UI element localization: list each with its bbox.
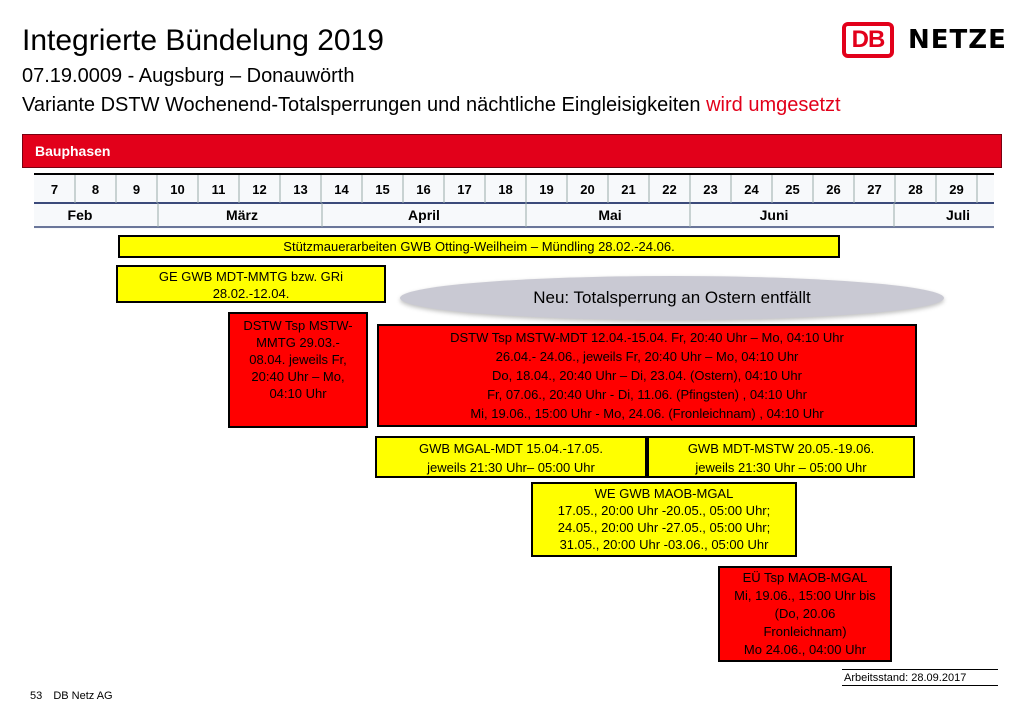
week-label: 23 xyxy=(703,182,718,197)
week-label: 17 xyxy=(457,182,472,197)
box-ge-line1: GE GWB MDT-MMTG bzw. GRi xyxy=(158,269,344,284)
week-label: 18 xyxy=(498,182,513,197)
week-label: 8 xyxy=(91,182,100,197)
variant-line xyxy=(22,93,841,117)
mstw-line2: jeweils 21:30 Uhr – 05:00 Uhr xyxy=(695,460,867,475)
week-label: 14 xyxy=(334,182,349,197)
week-label: 27 xyxy=(867,182,882,197)
arbeitsstand: Arbeitsstand: 28.09.2017 xyxy=(844,672,967,684)
week-label: 20 xyxy=(580,182,595,197)
month-label: Mai xyxy=(598,207,622,223)
status-rule-top xyxy=(842,669,998,670)
logo-netze-text: NETZE xyxy=(908,25,1007,55)
week-label: 25 xyxy=(785,182,800,197)
section-bar-bauphasen: Bauphasen xyxy=(22,134,1002,168)
dstw-main-line: Do, 18.04., 20:40 Uhr – Di, 23.04. (Ostern), 04:10 Uhr xyxy=(492,368,802,383)
week-label: 19 xyxy=(539,182,554,197)
box-gwb-mdt-mstw xyxy=(647,436,915,478)
db-netze-logo xyxy=(842,20,1007,60)
we-line: WE GWB MAOB-MGAL xyxy=(594,486,734,501)
week-label: 21 xyxy=(621,182,636,197)
month-label: Feb xyxy=(67,207,93,223)
month-label: März xyxy=(226,207,258,223)
dstw-left-line: MMTG 29.03.- xyxy=(256,335,340,350)
status-rule-bottom xyxy=(842,685,998,686)
box-ge-gwb xyxy=(116,265,386,303)
week-label: 29 xyxy=(949,182,964,197)
variant-highlight: wird umgesetzt xyxy=(706,94,841,116)
box-stuetzmauer: Stützmauerarbeiten GWB Otting-Weilheim – Mündling 28.02.-24.06. xyxy=(118,235,840,258)
box-dstw-mstw-mmtg xyxy=(228,312,368,428)
timeline-header xyxy=(34,173,994,229)
we-line: 24.05., 20:00 Uhr -27.05., 05:00 Uhr; xyxy=(557,520,771,535)
eue-line: Mo 24.06., 04:00 Uhr xyxy=(743,642,867,657)
dstw-main-line: Mi, 19.06., 15:00 Uhr - Mo, 24.06. (Fronleichnam) , 04:10 Uhr xyxy=(470,406,824,421)
week-label: 28 xyxy=(908,182,923,197)
dstw-left-line: 20:40 Uhr – Mo, xyxy=(251,369,345,384)
db-logo-icon: DB xyxy=(842,22,894,58)
dstw-main-line: Fr, 07.06., 20:40 Uhr - Di, 11.06. (Pfingsten) , 04:10 Uhr xyxy=(487,387,807,402)
week-label: 12 xyxy=(252,182,267,197)
dstw-left-line: 08.04. jeweils Fr, xyxy=(249,352,347,367)
footer-left xyxy=(30,690,113,702)
eue-line: Mi, 19.06., 15:00 Uhr bis xyxy=(734,588,876,603)
dstw-left-line: 04:10 Uhr xyxy=(269,386,327,401)
we-line: 31.05., 20:00 Uhr -03.06., 05:00 Uhr xyxy=(559,537,769,552)
week-label: 24 xyxy=(744,182,759,197)
month-label: April xyxy=(408,207,440,223)
dstw-main-line: DSTW Tsp MSTW-MDT 12.04.-15.04. Fr, 20:40 Uhr – Mo, 04:10 Uhr xyxy=(450,330,844,345)
project-subtitle: 07.19.0009 - Augsburg – Donauwörth xyxy=(22,65,355,87)
mgal-line2: jeweils 21:30 Uhr– 05:00 Uhr xyxy=(427,460,595,475)
week-label: 9 xyxy=(132,182,141,197)
we-line: 17.05., 20:00 Uhr -20.05., 05:00 Uhr; xyxy=(557,503,771,518)
box-dstw-mstw-mdt xyxy=(377,324,917,427)
page-title: Integrierte Bündelung 2019 xyxy=(22,24,384,57)
week-label: 26 xyxy=(826,182,841,197)
week-label: 15 xyxy=(375,182,390,197)
eue-line: (Do, 20.06 xyxy=(774,606,836,621)
week-label: 13 xyxy=(293,182,308,197)
week-label: 11 xyxy=(211,182,226,197)
note-ellipse: Neu: Totalsperrung an Ostern entfällt xyxy=(400,276,944,320)
variant-text: Variante DSTW Wochenend-Totalsperrungen und nächtliche Eingleisigkeiten xyxy=(22,94,707,116)
week-label: 10 xyxy=(170,182,185,197)
mgal-line1: GWB MGAL-MDT 15.04.-17.05. xyxy=(419,441,603,456)
box-we-gwb-maob-mgal xyxy=(531,482,797,557)
box-ge-line2: 28.02.-12.04. xyxy=(212,286,290,301)
month-label: Juni xyxy=(759,207,789,223)
month-label: Juli xyxy=(945,207,971,223)
dstw-left-line: DSTW Tsp MSTW- xyxy=(243,318,353,333)
dstw-main-line: 26.04.- 24.06., jeweils Fr, 20:40 Uhr – Mo, 04:10 Uhr xyxy=(495,349,799,364)
company-name: DB Netz AG xyxy=(53,690,113,702)
box-gwb-mgal-mdt xyxy=(375,436,647,478)
week-label: 7 xyxy=(50,182,59,197)
week-label: 22 xyxy=(662,182,677,197)
eue-line: Fronleichnam) xyxy=(763,624,847,639)
week-label: 16 xyxy=(416,182,431,197)
mstw-line1: GWB MDT-MSTW 20.05.-19.06. xyxy=(687,441,875,456)
page-number: 53 xyxy=(30,690,43,702)
box-eue-tsp-maob-mgal xyxy=(718,566,892,662)
eue-line: EÜ Tsp MAOB-MGAL xyxy=(742,570,868,585)
